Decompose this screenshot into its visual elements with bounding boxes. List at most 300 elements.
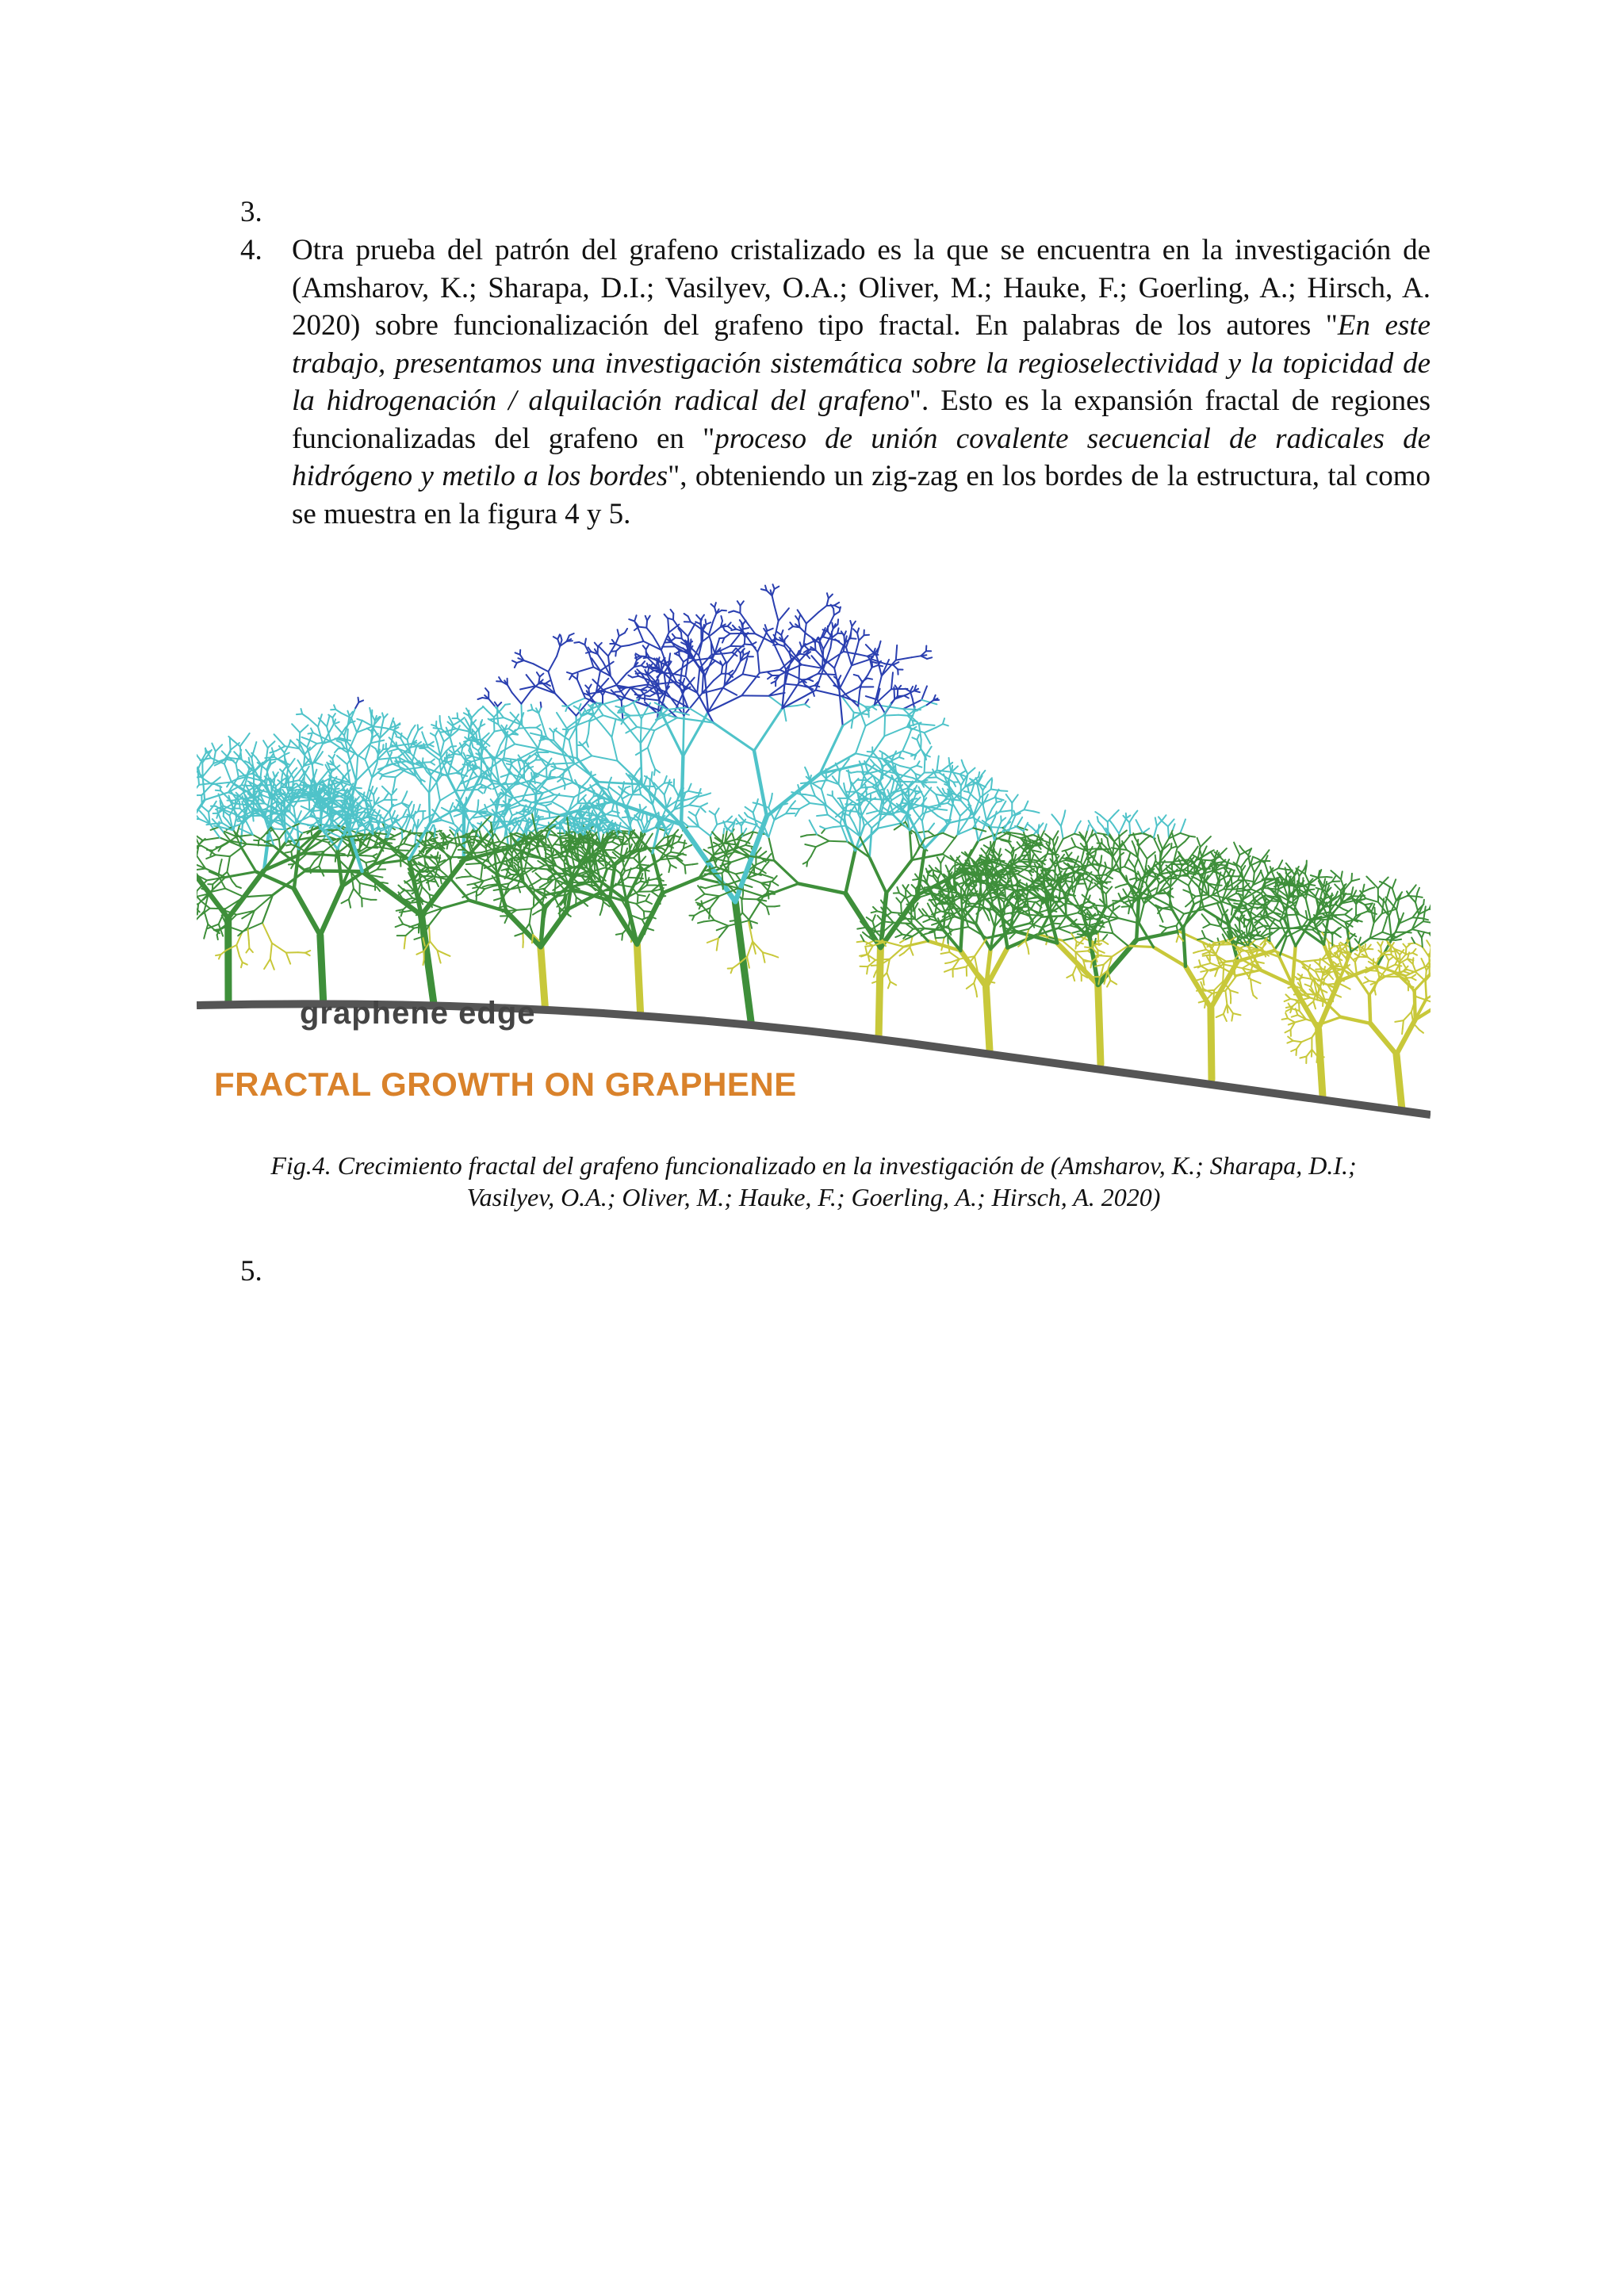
- fractal-branch: [745, 841, 750, 844]
- fractal-branch: [546, 739, 553, 740]
- fractal-branch: [910, 947, 914, 955]
- fractal-branch: [383, 882, 388, 883]
- fractal-branch: [429, 793, 430, 824]
- fractal-branch: [232, 882, 236, 886]
- fractal-branch: [317, 741, 331, 744]
- fractal-branch: [270, 761, 275, 764]
- fractal-branch: [431, 762, 435, 764]
- fractal-branch: [898, 715, 907, 716]
- fractal-branch: [445, 758, 446, 763]
- fractal-branch: [648, 748, 652, 761]
- fractal-branch: [515, 933, 523, 936]
- fractal-branch: [542, 783, 573, 793]
- fractal-branch: [786, 806, 791, 813]
- fractal-branch: [371, 714, 372, 725]
- fractal-branch: [422, 732, 424, 737]
- fractal-branch: [707, 911, 714, 920]
- fractal-branch: [478, 790, 483, 794]
- fractal-branch: [1017, 817, 1022, 827]
- fractal-branch: [763, 952, 772, 955]
- fractal-branch: [384, 794, 388, 800]
- fractal-branch: [588, 684, 591, 688]
- fractal-branch: [373, 726, 385, 728]
- fractal-branch: [592, 756, 617, 760]
- fractal-branch: [948, 803, 952, 806]
- fractal-branch: [621, 645, 630, 647]
- fractal-branch: [768, 675, 772, 679]
- fractal-branch: [795, 809, 799, 816]
- fractal-branch: [906, 885, 909, 890]
- fractal-branch: [745, 621, 755, 633]
- fractal-branch: [770, 882, 771, 886]
- fractal-branch: [457, 877, 462, 878]
- fractal-branch: [579, 704, 581, 709]
- fractal-branch: [610, 778, 611, 783]
- fractal-branch: [297, 760, 301, 765]
- fractal-branch: [560, 825, 561, 837]
- fractal-branch: [893, 780, 894, 787]
- fractal-branch: [337, 740, 342, 743]
- fractal-branch: [638, 676, 646, 679]
- fractal-branch: [799, 674, 818, 683]
- fractal-branch: [521, 868, 533, 869]
- fractal-branch: [213, 752, 216, 763]
- fractal-branch: [641, 698, 660, 701]
- fractal-branch: [204, 933, 205, 939]
- fractal-branch: [641, 719, 642, 744]
- fractal-branch: [670, 865, 676, 868]
- fractal-branch: [663, 878, 699, 893]
- fractal-branch: [712, 653, 725, 654]
- paragraph-text-3: ", obteniendo un zig-zag en los bordes de la estructura, tal como se muestra en la figura 4 y 5.: [292, 460, 1431, 530]
- fractal-branch: [283, 767, 286, 771]
- fractal-branch: [270, 959, 274, 970]
- fractal-branch: [781, 630, 783, 635]
- fractal-branch: [913, 710, 917, 711]
- fractal-branch: [700, 807, 706, 813]
- fractal-branch: [863, 932, 867, 936]
- fractal-branch: [747, 941, 753, 957]
- fractal-branch: [652, 761, 655, 769]
- fractal-branch: [423, 960, 424, 966]
- fractal-branch: [412, 825, 414, 833]
- fractal-branch: [241, 962, 243, 968]
- fractal-branch: [645, 901, 652, 904]
- fractal-branch: [649, 671, 653, 674]
- fractal-branch: [549, 656, 557, 672]
- fractal-branch: [446, 837, 454, 839]
- fractal-branch: [866, 947, 868, 955]
- fractal-branch: [927, 657, 932, 659]
- fractal-branch: [806, 655, 810, 659]
- fractal-branch: [714, 603, 716, 607]
- fractal-branch: [904, 696, 909, 698]
- list-number-3: 3.: [240, 196, 262, 228]
- fractal-branch: [685, 865, 686, 873]
- fractal-branch: [562, 729, 566, 752]
- fractal-branch: [739, 815, 745, 821]
- fractal-branch: [574, 706, 579, 710]
- fractal-branch: [458, 832, 461, 844]
- fractal-branch: [534, 664, 549, 672]
- fractal-branch: [512, 796, 523, 798]
- fractal-branch: [805, 767, 807, 773]
- fractal-branch: [883, 715, 898, 716]
- fractal-branch: [366, 760, 373, 777]
- fractal-branch: [236, 886, 241, 888]
- paragraph-text-1: Otra prueba del patrón del grafeno cristalizado es la que se encuentra en la investigación de (Amsharov, K.; Sharapa, D.I.; Vasilyev, O.A.; Oliver, M.; Hauke, F.; Goerling, A.; Hirsch, A. 2020) sobre funcionalización del grafeno tipo fractal. En palabras de los autores ": [292, 234, 1431, 342]
- fractal-branch: [377, 887, 380, 891]
- fractal-branch: [910, 768, 916, 774]
- fractal-branch: [466, 863, 483, 864]
- fractal-branch: [857, 941, 864, 942]
- fractal-branch: [416, 730, 419, 737]
- fractal-branch: [711, 873, 722, 874]
- fractal-branch: [710, 811, 715, 815]
- fractal-branch: [234, 817, 237, 830]
- fractal-branch: [838, 619, 839, 624]
- fractal-branch: [337, 756, 347, 764]
- fractal-branch: [413, 812, 416, 819]
- fractal-branch: [849, 816, 853, 823]
- fractal-branch: [799, 615, 800, 620]
- fractal-branch: [629, 718, 637, 727]
- fractal-branch: [829, 595, 833, 599]
- fractal-branch: [530, 909, 532, 924]
- fractal-branch: [864, 635, 870, 636]
- fractal-branch: [405, 879, 412, 883]
- fractal-branch: [392, 811, 395, 818]
- fractal-branch: [806, 612, 819, 623]
- fractal-branch: [212, 744, 216, 752]
- fractal-branch: [505, 916, 508, 923]
- fractal-branch: [472, 742, 473, 747]
- fractal-branch: [612, 737, 618, 761]
- fractal-branch: [775, 906, 779, 907]
- fractal-branch: [486, 783, 492, 788]
- fractal-branch: [429, 925, 430, 941]
- fractal-branch: [714, 723, 755, 751]
- fractal-branch: [753, 805, 757, 813]
- fractal-branch: [302, 714, 308, 719]
- fractal-branch: [740, 613, 745, 621]
- fractal-branch: [1034, 811, 1040, 813]
- fractal-branch: [625, 629, 627, 633]
- fractal-branch: [772, 882, 779, 886]
- fractal-branch: [995, 812, 997, 817]
- fractal-branch: [888, 982, 891, 988]
- fractal-branch: [557, 779, 562, 782]
- fractal-branch: [980, 790, 991, 798]
- fractal-branch: [672, 634, 676, 638]
- fractal-branch: [615, 636, 619, 644]
- fractal-branch: [575, 818, 584, 819]
- fractal-branch: [540, 674, 544, 677]
- fractal-branch: [647, 616, 650, 621]
- fractal-branch: [768, 876, 772, 878]
- fractal-branch: [402, 821, 406, 828]
- fractal-branch: [649, 817, 651, 823]
- fractal-branch: [916, 749, 921, 754]
- fractal-branch: [557, 634, 560, 639]
- fractal-branch: [262, 923, 272, 943]
- fractal-branch: [626, 667, 634, 673]
- fractal-branch: [472, 710, 479, 718]
- fractal-branch: [884, 714, 885, 737]
- fractal-branch: [311, 729, 313, 733]
- fractal-branch: [612, 719, 616, 737]
- fractal-branch: [496, 853, 500, 862]
- fractal-branch: [297, 714, 302, 715]
- fractal-branch: [599, 646, 608, 656]
- fractal-branch: [818, 780, 827, 781]
- fractal-branch: [953, 804, 960, 816]
- fractal-branch: [320, 752, 323, 756]
- fractal-branch: [865, 946, 873, 947]
- fractal-branch: [495, 834, 500, 841]
- fractal-branch: [949, 758, 950, 763]
- fractal-branch: [779, 608, 789, 621]
- fractal-branch: [820, 826, 825, 828]
- fractal-branch: [686, 661, 688, 677]
- fractal-branch: [429, 744, 434, 746]
- fractal-branch: [205, 792, 228, 800]
- fractal-branch: [511, 825, 516, 833]
- fractal-branch: [256, 872, 294, 890]
- fractal-branch: [639, 627, 647, 628]
- fractal-branch: [844, 636, 845, 643]
- fractal-branch: [713, 614, 716, 622]
- fractal-branch: [914, 903, 917, 909]
- fractal-branch: [541, 702, 542, 707]
- fractal-branch: [354, 889, 362, 898]
- fractal-branch: [644, 911, 652, 912]
- fractal-branch: [746, 850, 751, 852]
- fractal-branch: [574, 698, 585, 703]
- fractal-branch: [799, 794, 805, 795]
- fractal-branch: [685, 864, 693, 865]
- fractal-branch: [535, 764, 550, 776]
- fractal-branch: [416, 776, 429, 793]
- fractal-branch: [845, 851, 855, 894]
- fractal-branch: [695, 912, 700, 915]
- fractal-branch: [246, 750, 251, 758]
- fractal-branch: [498, 702, 502, 706]
- fractal-branch: [440, 790, 457, 801]
- fractal-branch: [217, 935, 218, 939]
- fractal-branch: [553, 857, 559, 858]
- fractal-branch: [760, 851, 767, 857]
- fractal-branch: [772, 595, 775, 605]
- fractal-branch: [471, 852, 482, 853]
- fractal-branch: [451, 746, 456, 747]
- fractal-branch: [704, 920, 714, 922]
- fractal-branch: [890, 947, 904, 959]
- fractal-branch: [599, 782, 642, 784]
- fractal-branch: [310, 744, 317, 750]
- fractal-branch: [476, 734, 477, 740]
- fractal-branch: [876, 641, 880, 656]
- fractal-branch: [216, 855, 230, 856]
- fractal-branch: [683, 715, 684, 756]
- fractal-branch: [214, 802, 216, 806]
- fractal-branch: [237, 795, 238, 800]
- fractal-branch: [241, 846, 256, 871]
- fractal-branch: [500, 744, 515, 752]
- fractal-branch: [960, 919, 962, 951]
- fractal-branch: [527, 675, 535, 686]
- fractal-branch: [891, 982, 897, 985]
- fractal-branch: [775, 587, 779, 589]
- fractal-branch: [523, 786, 529, 800]
- fractal-branch: [733, 611, 740, 614]
- fractal-branch: [768, 820, 774, 837]
- fractal-branch: [879, 947, 880, 1039]
- fractal-branch: [353, 797, 354, 802]
- fractal-branch: [304, 867, 310, 869]
- fractal-branch: [431, 733, 435, 737]
- fractal-branch: [893, 665, 898, 670]
- fractal-branch: [900, 940, 905, 943]
- fractal-branch: [524, 660, 534, 664]
- fractal-branch: [871, 760, 875, 763]
- fractal-branch: [366, 855, 373, 856]
- fractal-branch: [645, 894, 649, 901]
- fractal-branch: [868, 776, 872, 780]
- fractal-branch: [278, 755, 285, 760]
- fractal-branch: [437, 782, 440, 801]
- fractal-branch: [860, 682, 862, 691]
- fractal-branch: [754, 709, 782, 751]
- fractal-branch: [912, 885, 916, 889]
- fractal-branch: [772, 955, 778, 958]
- fractal-branch: [857, 628, 859, 633]
- fractal-branch: [227, 856, 230, 872]
- fractal-branch: [202, 806, 209, 812]
- fractal-branch: [666, 855, 676, 856]
- fractal-branch: [298, 952, 305, 953]
- fractal-branch: [389, 749, 398, 752]
- fractal-branch: [220, 859, 222, 866]
- fractal-branch: [647, 878, 649, 885]
- fractal-branch: [757, 652, 759, 673]
- fractal-branch: [255, 742, 256, 748]
- fractal-branch: [896, 898, 901, 904]
- fractal-branch: [228, 871, 264, 918]
- fractal-branch: [197, 800, 205, 827]
- fractal-branch: [225, 889, 244, 897]
- fractal-branch: [613, 852, 616, 855]
- fractal-branch: [626, 786, 630, 788]
- fractal-branch: [902, 751, 916, 756]
- fractal-branch: [530, 760, 535, 764]
- fractal-branch: [579, 882, 601, 883]
- fractal-branch: [270, 943, 272, 959]
- fractal-branch: [464, 853, 470, 854]
- fractal-branch: [741, 899, 756, 900]
- fractal-branch: [239, 956, 243, 962]
- fractal-branch: [203, 763, 214, 777]
- fractal-branch: [264, 959, 270, 969]
- fractal-branch: [584, 902, 588, 906]
- fractal-branch: [569, 831, 570, 840]
- fractal-branch: [399, 917, 403, 924]
- fractal-branch: [508, 685, 512, 693]
- fractal-branch: [721, 616, 722, 621]
- fractal-branch: [243, 796, 244, 801]
- fractal-branch: [544, 845, 545, 851]
- fractal-branch: [938, 816, 945, 820]
- fractal-branch: [630, 641, 644, 645]
- fractal-branch: [357, 719, 362, 721]
- fractal-branch: [816, 691, 842, 697]
- fractal-branch: [839, 665, 852, 689]
- fractal-branch: [342, 899, 349, 903]
- fractal-branch: [748, 817, 753, 820]
- fractal-branch: [416, 951, 423, 955]
- fractal-branch: [546, 767, 547, 780]
- fractal-branch: [577, 674, 578, 679]
- fractal-branch: [439, 959, 441, 963]
- fractal-branch: [608, 644, 615, 656]
- fractal-branch: [616, 646, 621, 651]
- fractal-branch: [249, 758, 250, 763]
- fractal-branch: [825, 827, 833, 828]
- fractal-branch: [406, 928, 415, 936]
- fractal-branch: [501, 705, 505, 710]
- fractal-branch: [206, 824, 212, 825]
- fractal-branch: [695, 809, 699, 816]
- fractal-branch: [426, 838, 427, 846]
- fractal-branch: [649, 834, 653, 840]
- fractal-branch: [919, 724, 935, 725]
- fractal-branch: [833, 624, 836, 629]
- fractal-branch: [205, 911, 209, 924]
- fractal-branch: [718, 855, 724, 859]
- fractal-branch: [562, 808, 567, 812]
- fractal-branch: [1040, 823, 1044, 828]
- fractal-branch: [854, 675, 859, 676]
- fractal-branch: [214, 929, 220, 930]
- fractal-branch: [784, 636, 787, 640]
- fractal-branch: [452, 881, 469, 901]
- fractal-branch: [440, 732, 446, 733]
- fractal-branch: [811, 786, 815, 797]
- fractal-branch: [376, 833, 386, 834]
- fractal-branch: [587, 733, 589, 741]
- fractal-branch: [370, 740, 384, 744]
- fractal-branch: [651, 691, 656, 694]
- fractal-branch: [901, 897, 905, 904]
- fractal-branch: [197, 846, 201, 847]
- fractal-branch: [884, 782, 890, 790]
- fractal-branch: [405, 791, 407, 796]
- fractal-branch: [725, 633, 730, 637]
- fractal-branch: [763, 952, 765, 962]
- fractal-branch: [521, 691, 531, 704]
- fractal-branch: [618, 761, 642, 785]
- fractal-branch: [915, 919, 925, 928]
- fractal-branch: [536, 728, 540, 731]
- fractal-branch: [768, 799, 772, 808]
- fractal-branch: [430, 825, 433, 832]
- fractal-branch: [602, 901, 603, 910]
- fractal-branch: [530, 733, 546, 737]
- fractal-branch: [859, 676, 863, 682]
- fractal-branch: [651, 891, 659, 897]
- fractal-branch: [851, 771, 857, 772]
- fractal-branch: [715, 809, 719, 815]
